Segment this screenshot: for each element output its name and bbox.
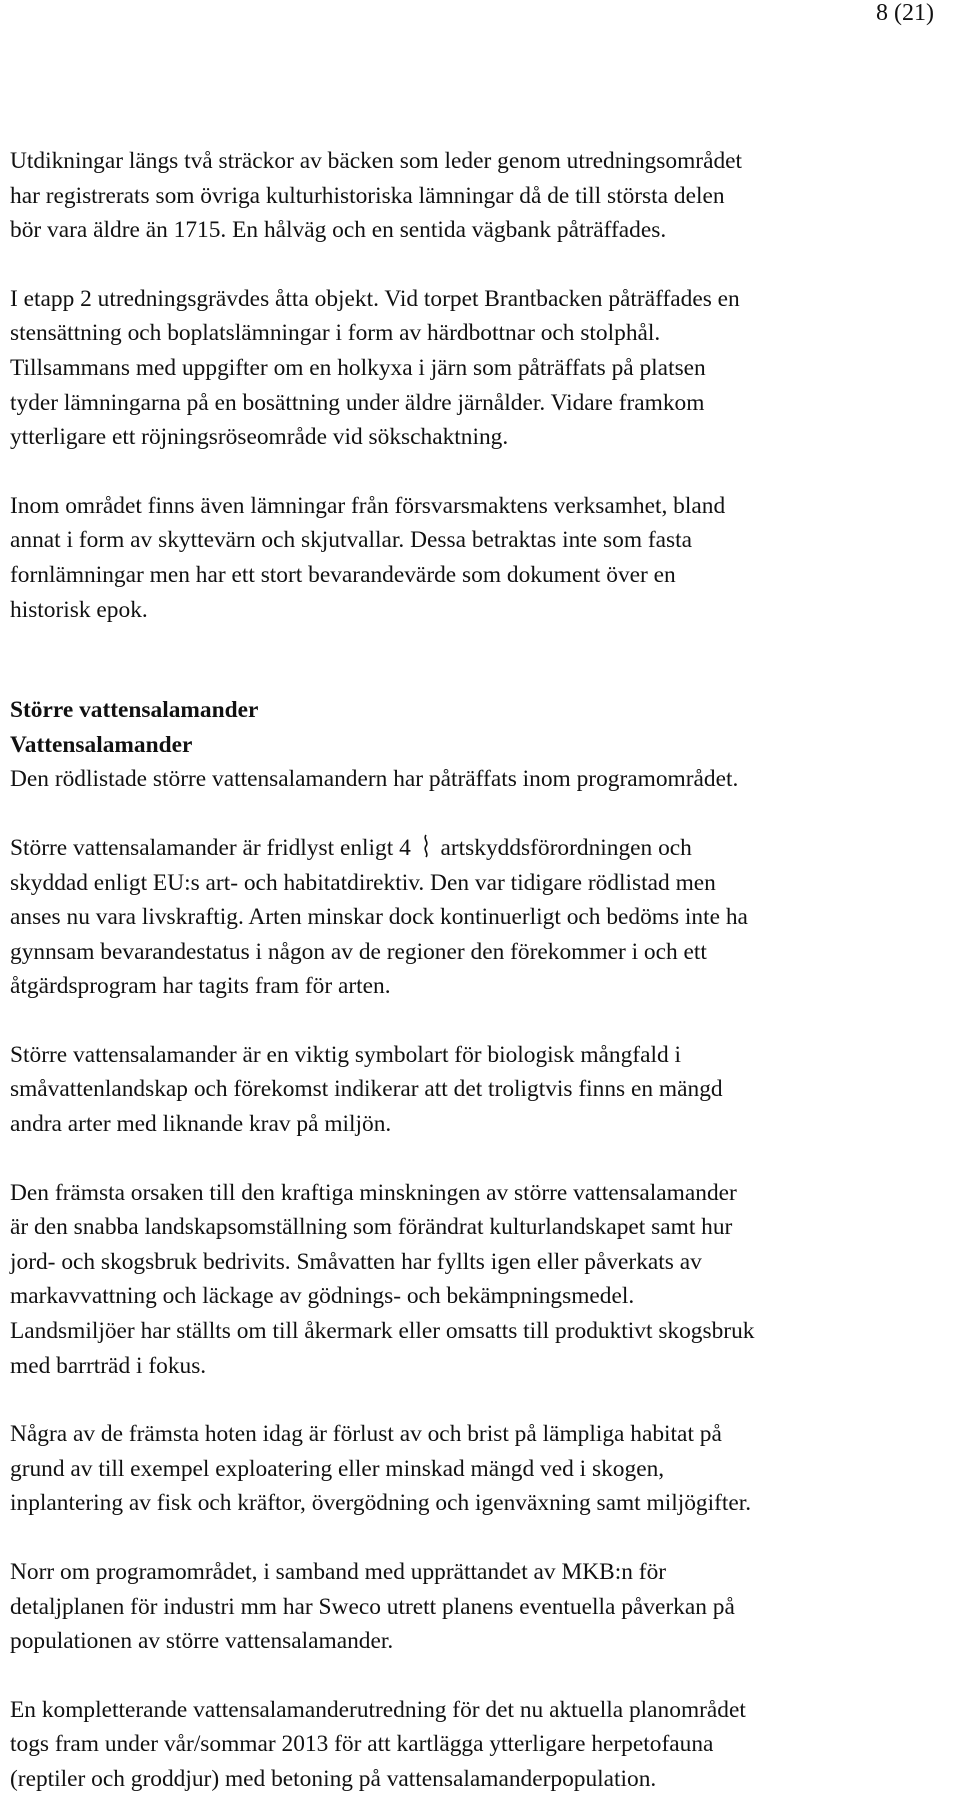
text-line: populationen av större vattensalamander.: [10, 1628, 394, 1655]
text-fragment: artskyddsförordningen och: [440, 834, 692, 861]
text-line: småvattenlandskap och förekomst indikerar att det troligtvis finns en mängd: [10, 1076, 723, 1103]
text-line: fornlämningar men har ett stort bevarandevärde som dokument över en: [10, 561, 676, 588]
section-subheading: Vattensalamander: [10, 731, 193, 758]
text-line: med barrträd i fokus.: [10, 1352, 207, 1379]
text-line: Den främsta orsaken till den kraftiga minskningen av större vattensalamander: [10, 1179, 737, 1206]
text-line: inplantering av fisk och kräftor, övergödning och igenväxning samt miljögifter.: [10, 1490, 752, 1517]
text-line: anses nu vara livskraftig. Arten minskar dock kontinuerligt och bedöms inte ha: [10, 904, 748, 931]
section-spacer: [10, 627, 950, 693]
text-line: markavvattning och läckage av gödnings- och bekämpningsmedel.: [10, 1283, 635, 1310]
paragraph-symbolart: [10, 1038, 950, 1142]
text-line: I etapp 2 utredningsgrävdes åtta objekt. Vid torpet Brantbacken påträffades en: [10, 285, 740, 312]
text-line: gynnsam bevarandestatus i någon av de regioner den förekommer i och ett: [10, 938, 707, 965]
text-line: Inom området finns även lämningar från försvarsmaktens verksamhet, bland: [10, 492, 726, 519]
text-line: Norr om programområdet, i samband med upprättandet av MKB:n för: [10, 1559, 667, 1585]
text-line: jord- och skogsbruk bedrivits. Småvatten har fyllts igen eller påverkats av: [10, 1248, 702, 1275]
section-heading: Större vattensalamander: [10, 697, 259, 724]
paragraph-etapp-2: [10, 282, 950, 455]
paragraph-orsaken: [10, 1176, 950, 1384]
text-line: Den rödlistade större vattensalamandern har påträffats inom programområdet.: [10, 766, 739, 793]
text-line: åtgärdsprogram har tagits fram för arten.: [10, 973, 391, 1000]
section-salamander-intro: [10, 693, 950, 797]
text-line: stensättning och boplatslämningar i form av härdbottnar och stolphål.: [10, 320, 661, 347]
text-line: Tillsammans med uppgifter om en holkyxa i järn som påträffats på platsen: [10, 354, 706, 381]
paragraph-utdikningar: [10, 144, 950, 248]
text-line: är den snabba landskapsomställning som förändrat kulturlandskapet samt hur: [10, 1214, 733, 1241]
text-line: har registrerats som övriga kulturhistoriska lämningar då de till största delen: [10, 182, 725, 209]
text-line: historisk epok.: [10, 596, 148, 623]
paragraph-fridlyst: [10, 831, 950, 1004]
text-line: Några av de främsta hoten idag är förlust av och brist på lämpliga habitat på: [10, 1421, 722, 1448]
paragraph-mkb: [10, 1555, 950, 1659]
text-line: skyddad enligt EU:s art- och habitatdirektiv. Den var tidigare rödlistad men: [10, 869, 716, 896]
text-fragment: Större vattensalamander är fridlyst enligt 4: [10, 834, 411, 861]
text-line: ytterligare ett röjningsröseområde vid sökschaktning.: [10, 424, 509, 451]
text-line: (reptiler och groddjur) med betoning på vattensalamanderpopulation.: [10, 1765, 657, 1792]
text-line: andra arter med liknande krav på miljön.: [10, 1111, 392, 1138]
text-line: bör vara äldre än 1715. En hålväg och en sentida vägbank påträffades.: [10, 217, 667, 244]
text-line: Landsmiljöer har ställts om till åkermark eller omsatts till produktivt skogsbruk: [10, 1318, 755, 1345]
document-body: [10, 144, 950, 1797]
text-line: annat i form av skyttevärn och skjutvallar. Dessa betraktas inte som fasta: [10, 527, 693, 554]
text-line: En kompletterande vattensalamanderutredning för det nu aktuella planområdet: [10, 1696, 746, 1723]
text-line: detaljplanen för industri mm har Sweco utrett planens eventuella påverkan på: [10, 1593, 735, 1620]
text-line: grund av till exempel exploatering eller minskad mängd ved i skogen,: [10, 1455, 665, 1482]
paragraph-utredning: [10, 1693, 950, 1797]
page-number: 8 (21): [876, 0, 934, 26]
section-sign-icon: [418, 833, 434, 859]
paragraph-forsvarsmakten: [10, 489, 950, 627]
text-line: tyder lämningarna på en bosättning under äldre järnålder. Vidare framkom: [10, 389, 705, 416]
text-line: togs fram under vår/sommar 2013 för att kartlägga ytterligare herpetofauna: [10, 1731, 714, 1758]
text-line: Utdikningar längs två sträckor av bäcken som leder genom utredningsområdet: [10, 148, 743, 174]
text-line: [10, 831, 950, 866]
paragraph-hoten: [10, 1417, 950, 1521]
text-line: Större vattensalamander är en viktig symbolart för biologisk mångfald i: [10, 1041, 682, 1068]
